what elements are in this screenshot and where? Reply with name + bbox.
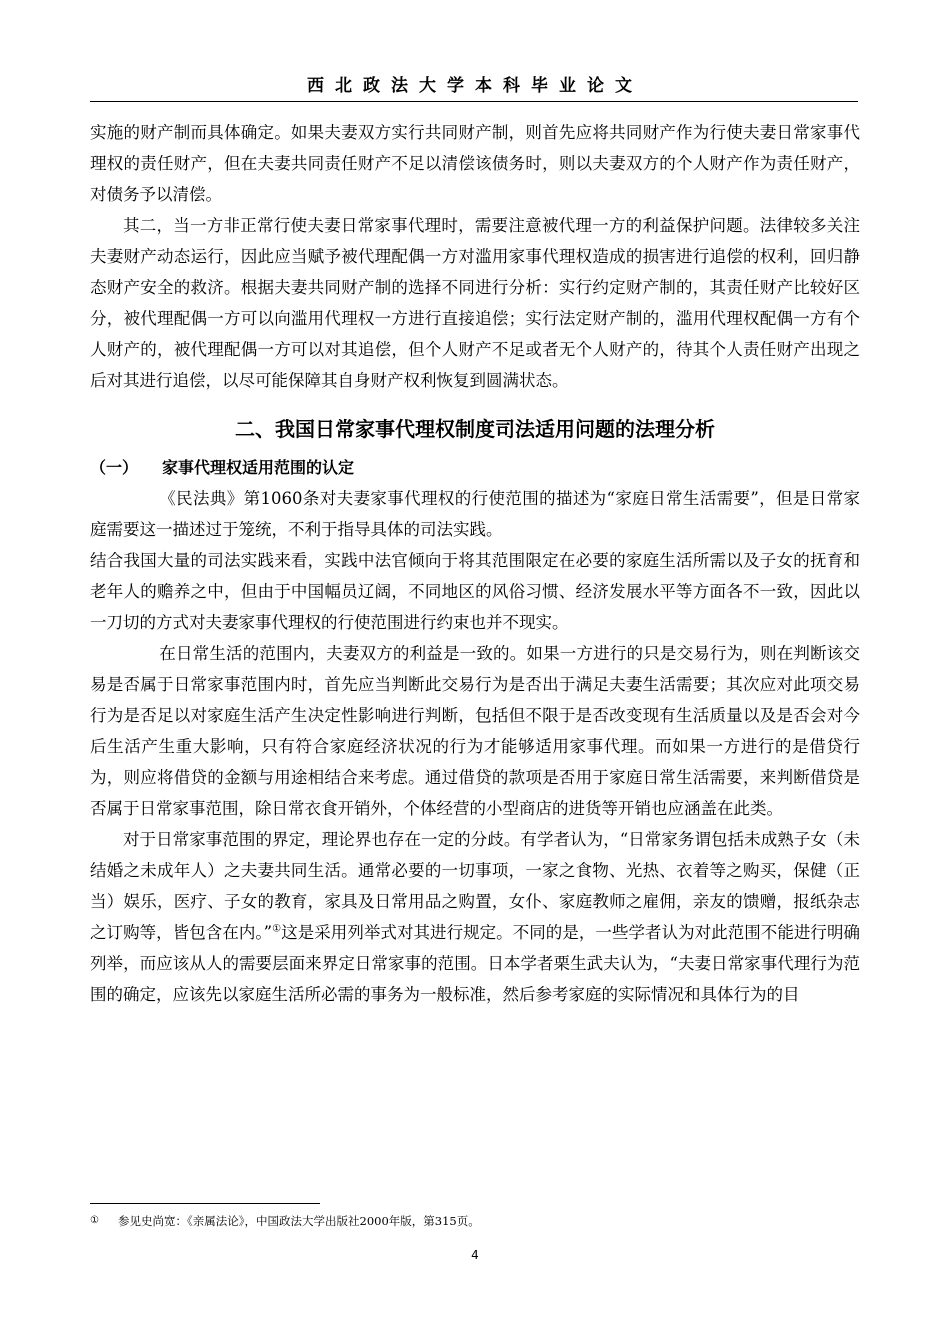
paragraph-6-part-b: 这是采用列举式对其进行规定。不同的是，一些学者认为对此范围不能进行明确列举，而应该从人的需要层面来界定日常家事的范围。日本学者栗生武夫认为，“夫妻日常家事代理行为范围的确定，应该先以家庭生活所必需的事务为一般标准，然后参考家庭的实际情况和具体行为的目 [90, 923, 861, 1004]
paragraph-1: 实施的财产制而具体确定。如果夫妻双方实行共同财产制，则首先应将共同财产作为行使夫妻日常家事代理权的责任财产，但在夫妻共同责任财产不足以清偿该债务时，则以夫妻双方的个人财产作为责任财产，对债务予以清偿。 [90, 123, 860, 204]
section-title: 二、我国日常家事代理权制度司法适用问题的法理分析 [235, 417, 715, 441]
page-body [90, 117, 860, 1010]
paragraph-2: 其二，当一方非正常行使夫妻日常家事代理时，需要注意被代理一方的利益保护问题。法律较多关注夫妻财产动态运行，因此应当赋予被代理配偶一方对滥用家事代理权造成的损害进行追偿的权利，回归静态财产安全的救济。根据夫妻共同财产制的选择不同进行分析：实行约定财产制的，其责任财产比较好区分，被代理配偶一方可以向滥用代理权一方进行直接追偿；实行法定财产制的，滥用代理权配偶一方有个人财产的，被代理配偶一方可以对其追偿，但个人财产不足或者无个人财产的，待其个人责任财产出现之后对其进行追偿，以尽可能保障其自身财产权利恢复到圆满状态。 [90, 216, 860, 390]
paragraph-5: 在日常生活的范围内，夫妻双方的利益是一致的。如果一方进行的只是交易行为，则在判断该交易是否属于日常家事范围内时，首先应当判断此交易行为是否出于满足夫妻生活需要；其次应对此项交易行为是否足以对家庭生活产生决定性影响进行判断，包括但不限于是否改变现有生活质量以及是否会对今后生活产生重大影响，只有符合家庭经济状况的行为才能够适用家事代理。而如果一方进行的是借贷行为，则应将借贷的金额与用途相结合来考虑。通过借贷的款项是否用于家庭日常生活需要，来判断借贷是否属于日常家事范围，除日常衣食开销外，个体经营的小型商店的进货等开销也应涵盖在此类。 [90, 644, 860, 818]
subsection-number: （一） [90, 458, 139, 477]
page-number: 4 [471, 1248, 479, 1262]
header-divider [90, 101, 858, 102]
subsection-title: 家事代理权适用范围的认定 [162, 458, 355, 477]
subsection-heading [90, 453, 860, 483]
footnote-reference[interactable]: ① [272, 923, 282, 935]
paragraph-6-part-a: 对于日常家事范围的界定，理论界也存在一定的分歧。有学者认为，“日常家务谓包括未成熟子女（未结婚之未成年人）之夫妻共同生活。通常必要的一切事项，一家之食物、光热、衣着等之购买，保健（正当）娱乐，医疗、子女的教育，家具及日常用品之购置，女仆、家庭教师之雇佣，亲友的馈赠，报纸杂志之订购等，皆包含在内。” [90, 830, 860, 942]
paragraph-3: 《民法典》第1060条对夫妻家事代理权的行使范围的描述为“家庭日常生活需要”，但是日常家庭需要这一描述过于笼统，不利于指导具体的司法实践。 [90, 489, 860, 539]
footnote-text: 参见史尚宽：《亲属法论》，中国政法大学出版社2000年版，第315页。 [118, 1214, 480, 1228]
footnote-mark: ① [90, 1215, 99, 1226]
page-header: 西北政法大学本科毕业论文 [307, 76, 643, 96]
paragraph-4: 结合我国大量的司法实践来看，实践中法官倾向于将其范围限定在必要的家庭生活所需以及子女的抚育和老年人的赡养之中，但由于中国幅员辽阔，不同地区的风俗习惯、经济发展水平等方面各不一致，因此以一刀切的方式对夫妻家事代理权的行使范围进行约束也并不现实。 [90, 551, 860, 632]
footnote [90, 1212, 860, 1230]
paragraph-6 [90, 824, 860, 1010]
footnote-divider [90, 1203, 320, 1204]
